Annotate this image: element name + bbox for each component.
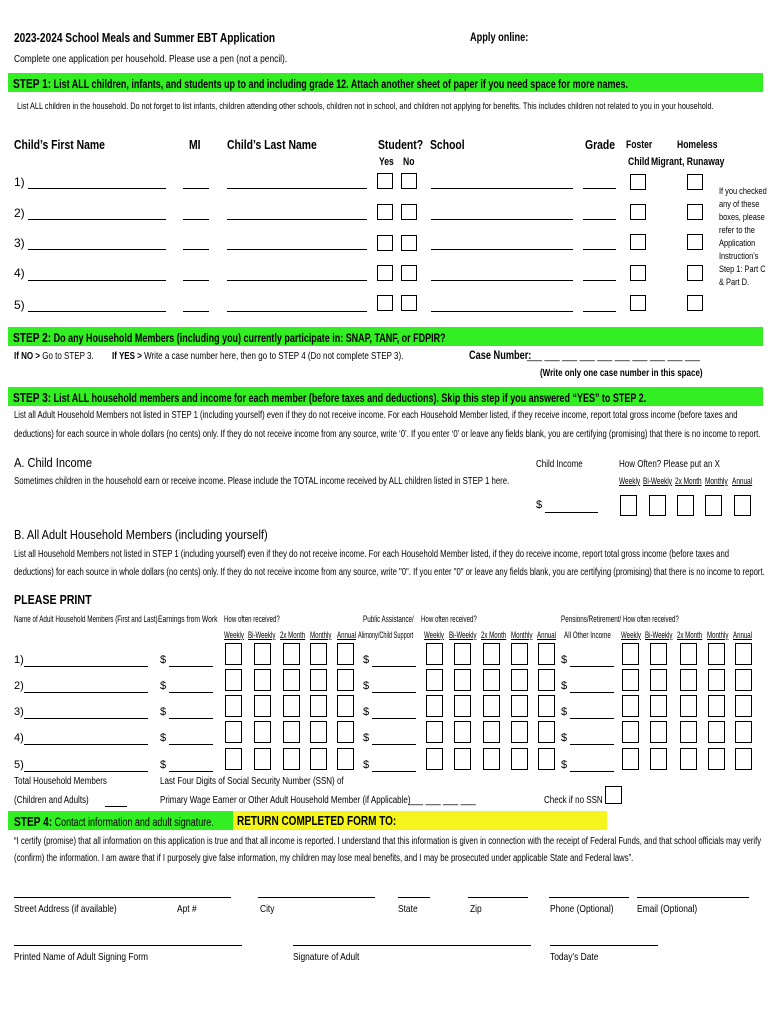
- phone-label: Phone (Optional): [550, 903, 614, 915]
- step1-instructions: List ALL children in the household. Do not forget to list infants, children attending other schools, children not in school, and children not applying for benefits. This includes children not related to you in your household.: [17, 101, 714, 112]
- freq-weekly: Weekly: [619, 476, 641, 486]
- earnings-monthly-checkbox[interactable]: [310, 695, 327, 717]
- ssn-field[interactable]: ___ ___ ___ ___: [408, 794, 476, 806]
- apt-label: Apt #: [177, 903, 197, 915]
- child-last-name-field[interactable]: [227, 188, 367, 189]
- how-often-label: How Often? Please put an X: [619, 459, 720, 470]
- col-first-name: Child’s First Name: [14, 137, 105, 152]
- side-note-line: Step 1: Part C: [719, 264, 766, 275]
- freq-annual: Annual: [733, 630, 753, 640]
- step3-label: STEP 3:: [13, 390, 52, 405]
- step2-text: Do any Household Members (including you) currently participate in: SNAP, TANF, or FDPIR?: [53, 333, 446, 345]
- child-first-name-field[interactable]: [28, 280, 166, 281]
- grade-field[interactable]: [583, 219, 616, 220]
- freq-2x-month: 2x Month: [481, 630, 507, 640]
- earnings-monthly-checkbox[interactable]: [310, 643, 327, 665]
- dollar-sign: $: [561, 654, 568, 666]
- no-ssn-label: Check if no SSN: [544, 795, 603, 806]
- col-student: Student?: [378, 137, 424, 152]
- row-number: 4): [14, 266, 25, 280]
- step4-text: Contact information and adult signature.: [54, 817, 214, 829]
- other-income-weekly-checkbox[interactable]: [622, 643, 639, 665]
- homeless-checkbox[interactable]: [687, 234, 703, 250]
- public-assistance-annual-checkbox[interactable]: [538, 669, 555, 691]
- earnings-2x-month-checkbox[interactable]: [283, 695, 300, 717]
- freq-2x-month: 2x Month: [675, 476, 702, 486]
- other-income-2x-month-checkbox[interactable]: [680, 721, 697, 743]
- col-how-often-1: How often received?: [224, 614, 280, 624]
- adult-row-number: 4): [14, 732, 24, 744]
- other-income-amount-field[interactable]: [570, 744, 614, 745]
- public-assistance-biweekly-checkbox[interactable]: [454, 721, 471, 743]
- adult-name-field[interactable]: [24, 718, 148, 719]
- student-no-checkbox[interactable]: [401, 295, 417, 311]
- homeless-checkbox[interactable]: [687, 204, 703, 220]
- other-income-monthly-checkbox[interactable]: [708, 748, 725, 770]
- other-income-biweekly-checkbox[interactable]: [650, 669, 667, 691]
- dollar-sign: $: [363, 732, 370, 744]
- public-assistance-annual-checkbox[interactable]: [538, 748, 555, 770]
- side-note-line: any of these: [719, 199, 760, 210]
- other-income-amount-field[interactable]: [570, 666, 614, 667]
- return-form-bar: [233, 811, 607, 830]
- certification-line1: “I certify (promise) that all information on this application is true and that all income is reported. I understand that this information is given in connection with the receipt of Federal Funds, and that school officials may verify: [14, 836, 762, 847]
- student-no-checkbox[interactable]: [401, 173, 417, 189]
- freq-biweekly: Bi-Weekly: [248, 630, 276, 640]
- grade-field[interactable]: [583, 311, 616, 312]
- student-no-checkbox[interactable]: [401, 265, 417, 281]
- side-note-line: refer to the: [719, 225, 755, 236]
- adult-row-number: 3): [14, 706, 24, 718]
- public-assistance-biweekly-checkbox[interactable]: [454, 748, 471, 770]
- student-no-checkbox[interactable]: [401, 204, 417, 220]
- public-assistance-biweekly-checkbox[interactable]: [454, 643, 471, 665]
- col-how-often-2: How often received?: [421, 614, 477, 624]
- row-number: 1): [14, 175, 25, 189]
- child-last-name-field[interactable]: [227, 280, 367, 281]
- public-assistance-amount-field[interactable]: [372, 666, 416, 667]
- child-2x-month-checkbox[interactable]: [677, 495, 694, 516]
- col-foster-line1: Foster: [626, 139, 653, 151]
- earnings-2x-month-checkbox[interactable]: [283, 721, 300, 743]
- child-first-name-field[interactable]: [28, 188, 166, 189]
- side-note-line: boxes, please: [719, 212, 765, 223]
- side-note-line: & Part D.: [719, 277, 750, 288]
- public-assistance-weekly-checkbox[interactable]: [426, 748, 443, 770]
- freq-2x-month: 2x Month: [677, 630, 703, 640]
- earnings-annual-checkbox[interactable]: [337, 721, 354, 743]
- child-last-name-field[interactable]: [227, 249, 367, 250]
- public-assistance-amount-field[interactable]: [372, 692, 416, 693]
- child-last-name-field[interactable]: [227, 311, 367, 312]
- earnings-amount-field[interactable]: [169, 666, 213, 667]
- homeless-checkbox[interactable]: [687, 174, 703, 190]
- row-number: 3): [14, 236, 25, 250]
- dollar-sign: $: [160, 680, 167, 692]
- phone-field[interactable]: [549, 897, 629, 898]
- public-assistance-2x-month-checkbox[interactable]: [483, 695, 500, 717]
- adult-name-field[interactable]: [24, 771, 148, 772]
- other-income-weekly-checkbox[interactable]: [622, 721, 639, 743]
- col-earnings: Earnings from Work: [158, 614, 218, 624]
- dollar-sign: $: [160, 654, 167, 666]
- child-income-label: Child Income: [536, 459, 583, 470]
- child-mi-field[interactable]: [183, 311, 209, 312]
- certification-line2: (confirm) the information. I am aware that if I purposely give false information, my children may lose meal benefits, and I may be prosecuted under applicable State and Federal laws”.: [14, 853, 634, 864]
- child-income-description: Sometimes children in the household earn or receive income. Please include the TOTAL income received by ALL children listed in STEP 1 here.: [14, 476, 510, 487]
- child-biweekly-checkbox[interactable]: [649, 495, 666, 516]
- foster-checkbox[interactable]: [630, 234, 646, 250]
- public-assistance-2x-month-checkbox[interactable]: [483, 669, 500, 691]
- child-monthly-checkbox[interactable]: [705, 495, 722, 516]
- school-field[interactable]: [431, 249, 573, 250]
- child-first-name-field[interactable]: [28, 311, 166, 312]
- total-members-field[interactable]: [105, 806, 127, 807]
- school-field[interactable]: [431, 311, 573, 312]
- dollar-sign: $: [561, 732, 568, 744]
- child-weekly-checkbox[interactable]: [620, 495, 637, 516]
- homeless-checkbox[interactable]: [687, 265, 703, 281]
- school-field[interactable]: [431, 219, 573, 220]
- public-assistance-2x-month-checkbox[interactable]: [483, 643, 500, 665]
- dollar-sign: $: [160, 732, 167, 744]
- dollar-sign: $: [561, 680, 568, 692]
- other-income-amount-field[interactable]: [570, 718, 614, 719]
- earnings-amount-field[interactable]: [169, 744, 213, 745]
- col-how-often-3: How often received?: [623, 614, 679, 624]
- public-assistance-2x-month-checkbox[interactable]: [483, 721, 500, 743]
- side-note-line: Instruction’s: [719, 251, 759, 262]
- other-income-weekly-checkbox[interactable]: [622, 748, 639, 770]
- public-assistance-biweekly-checkbox[interactable]: [454, 695, 471, 717]
- return-form-label: RETURN COMPLETED FORM TO:: [237, 814, 397, 828]
- public-assistance-weekly-checkbox[interactable]: [426, 669, 443, 691]
- city-label: City: [260, 903, 275, 915]
- freq-biweekly: Bi-Weekly: [645, 630, 673, 640]
- freq-weekly: Weekly: [621, 630, 641, 640]
- form-title: 2023-2024 School Meals and Summer EBT Application: [14, 30, 276, 45]
- earnings-2x-month-checkbox[interactable]: [283, 748, 300, 770]
- grade-field[interactable]: [583, 188, 616, 189]
- date-label: Today’s Date: [550, 951, 599, 963]
- earnings-monthly-checkbox[interactable]: [310, 721, 327, 743]
- adult-row-number: 2): [14, 680, 24, 692]
- other-income-weekly-checkbox[interactable]: [622, 695, 639, 717]
- case-number-note: (Write only one case number in this space): [540, 368, 703, 379]
- dollar-sign: $: [160, 759, 167, 771]
- ssn-label-1: Last Four Digits of Social Security Number (SSN) of: [160, 776, 344, 787]
- public-assistance-monthly-checkbox[interactable]: [511, 748, 528, 770]
- other-income-biweekly-checkbox[interactable]: [650, 643, 667, 665]
- col-no: No: [403, 156, 415, 168]
- child-mi-field[interactable]: [183, 280, 209, 281]
- col-last-name: Child’s Last Name: [227, 137, 317, 152]
- col-mi: MI: [189, 137, 201, 152]
- child-last-name-field[interactable]: [227, 219, 367, 220]
- adult-income-title: B. All Adult Household Members (including yourself): [14, 527, 268, 542]
- public-assistance-weekly-checkbox[interactable]: [426, 721, 443, 743]
- school-field[interactable]: [431, 188, 573, 189]
- other-income-monthly-checkbox[interactable]: [708, 695, 725, 717]
- other-income-annual-checkbox[interactable]: [735, 695, 752, 717]
- dollar-sign: $: [561, 759, 568, 771]
- apply-online-label: Apply online:: [470, 32, 529, 44]
- student-yes-checkbox[interactable]: [377, 235, 393, 251]
- earnings-weekly-checkbox[interactable]: [225, 695, 242, 717]
- public-assistance-amount-field[interactable]: [372, 718, 416, 719]
- grade-field[interactable]: [583, 249, 616, 250]
- other-income-annual-checkbox[interactable]: [735, 669, 752, 691]
- earnings-annual-checkbox[interactable]: [337, 748, 354, 770]
- other-income-biweekly-checkbox[interactable]: [650, 695, 667, 717]
- child-income-field[interactable]: [545, 512, 598, 513]
- student-yes-checkbox[interactable]: [377, 265, 393, 281]
- foster-checkbox[interactable]: [630, 204, 646, 220]
- step2-if-yes: [112, 351, 403, 362]
- freq-weekly: Weekly: [424, 630, 444, 640]
- other-income-2x-month-checkbox[interactable]: [680, 643, 697, 665]
- col-homeless-line1: Homeless: [677, 139, 718, 151]
- public-assistance-weekly-checkbox[interactable]: [426, 695, 443, 717]
- public-assistance-monthly-checkbox[interactable]: [511, 643, 528, 665]
- printed-name-field[interactable]: [14, 945, 242, 946]
- student-yes-checkbox[interactable]: [377, 295, 393, 311]
- dollar-sign: $: [363, 706, 370, 718]
- step3-instructions-line2: deductions) for each source in whole dollars (no cents) only. If they do not receive income from any source, write ‘0’. If you enter ‘0’ or leave any fields blank, you are certifying (promising) that there is no income to report.: [14, 429, 761, 440]
- row-number: 2): [14, 206, 25, 220]
- step2-if-no: [14, 351, 94, 362]
- state-field[interactable]: [398, 897, 430, 898]
- step4-label: STEP 4:: [14, 814, 53, 829]
- child-mi-field[interactable]: [183, 249, 209, 250]
- freq-biweekly: Bi-Weekly: [449, 630, 477, 640]
- other-income-annual-checkbox[interactable]: [735, 721, 752, 743]
- adult-income-instructions-line2: deductions) for each source in whole dollars (no cents) only. If they do not receive income from any source, write "0". If you enter "0" or leave any fields blank, you are certifying (promising) that there is no income to report.: [14, 567, 765, 578]
- step3-instructions-line1: List all Adult Household Members not listed in STEP 1 (including yourself) even if they do not receive income. For each Household Member listed, if they receive income, report total gross income (before taxes and: [14, 410, 738, 421]
- total-members-label-2: (Children and Adults): [14, 795, 89, 806]
- city-field[interactable]: [258, 897, 375, 898]
- dollar-sign: $: [363, 759, 370, 771]
- earnings-weekly-checkbox[interactable]: [225, 643, 242, 665]
- earnings-weekly-checkbox[interactable]: [225, 669, 242, 691]
- step2-bar: [8, 327, 763, 346]
- earnings-annual-checkbox[interactable]: [337, 643, 354, 665]
- please-print-label: PLEASE PRINT: [14, 592, 92, 607]
- step1-bar: [8, 73, 763, 92]
- public-assistance-biweekly-checkbox[interactable]: [454, 669, 471, 691]
- homeless-checkbox[interactable]: [687, 295, 703, 311]
- earnings-amount-field[interactable]: [169, 771, 213, 772]
- earnings-biweekly-checkbox[interactable]: [254, 643, 271, 665]
- other-income-monthly-checkbox[interactable]: [708, 721, 725, 743]
- other-income-2x-month-checkbox[interactable]: [680, 695, 697, 717]
- earnings-biweekly-checkbox[interactable]: [254, 721, 271, 743]
- other-income-amount-field[interactable]: [570, 692, 614, 693]
- student-no-checkbox[interactable]: [401, 235, 417, 251]
- child-income-title: A. Child Income: [14, 455, 93, 470]
- adult-name-field[interactable]: [24, 692, 148, 693]
- other-income-biweekly-checkbox[interactable]: [650, 748, 667, 770]
- step1-label: STEP 1:: [13, 76, 52, 91]
- freq-monthly: Monthly: [705, 476, 728, 486]
- zip-field[interactable]: [468, 897, 528, 898]
- child-first-name-field[interactable]: [28, 219, 166, 220]
- other-income-biweekly-checkbox[interactable]: [650, 721, 667, 743]
- freq-biweekly: Bi-Weekly: [643, 476, 673, 486]
- dollar-sign: $: [536, 499, 543, 511]
- other-income-amount-field[interactable]: [570, 771, 614, 772]
- public-assistance-monthly-checkbox[interactable]: [511, 695, 528, 717]
- public-assistance-annual-checkbox[interactable]: [538, 643, 555, 665]
- col-homeless-line2: Migrant, Runaway: [651, 156, 725, 168]
- child-annual-checkbox[interactable]: [734, 495, 751, 516]
- case-number-label: Case Number:: [469, 350, 532, 362]
- step1-text: List ALL children, infants, and students up to and including grade 12. Attach another sheet of paper if you need space for more names.: [53, 79, 628, 91]
- step2-label: STEP 2:: [13, 330, 52, 345]
- freq-annual: Annual: [337, 630, 357, 640]
- freq-monthly: Monthly: [310, 630, 332, 640]
- public-assistance-amount-field[interactable]: [372, 771, 416, 772]
- adult-row-number: 5): [14, 759, 24, 771]
- signature-label: Signature of Adult: [293, 951, 360, 963]
- printed-name-label: Printed Name of Adult Signing Form: [14, 951, 148, 963]
- dollar-sign: $: [363, 680, 370, 692]
- email-field[interactable]: [637, 897, 749, 898]
- public-assistance-monthly-checkbox[interactable]: [511, 669, 528, 691]
- zip-label: Zip: [470, 903, 482, 915]
- foster-checkbox[interactable]: [630, 265, 646, 281]
- earnings-weekly-checkbox[interactable]: [225, 748, 242, 770]
- col-adult-name: Name of Adult Household Members (First and Last): [14, 614, 158, 624]
- public-assistance-monthly-checkbox[interactable]: [511, 721, 528, 743]
- col-foster-line2: Child: [628, 156, 650, 168]
- public-assistance-amount-field[interactable]: [372, 744, 416, 745]
- adult-income-instructions-line1: List all Household Members not listed in STEP 1 (including yourself) even if they do not receive income. For each Household Member listed, if they do receive income, report total gross income (before taxes and: [14, 549, 730, 560]
- school-field[interactable]: [431, 280, 573, 281]
- child-mi-field[interactable]: [183, 188, 209, 189]
- foster-checkbox[interactable]: [630, 174, 646, 190]
- earnings-annual-checkbox[interactable]: [337, 695, 354, 717]
- if-no-label: If NO >: [14, 351, 41, 362]
- signature-field[interactable]: [293, 945, 531, 946]
- foster-checkbox[interactable]: [630, 295, 646, 311]
- total-members-label-1: Total Household Members: [14, 776, 107, 787]
- public-assistance-annual-checkbox[interactable]: [538, 721, 555, 743]
- step3-bar: [8, 387, 763, 406]
- col-pensions: Pensions/Retirement/: [561, 614, 622, 624]
- freq-2x-month: 2x Month: [280, 630, 306, 640]
- if-no-text: Go to STEP 3.: [42, 351, 94, 362]
- earnings-biweekly-checkbox[interactable]: [254, 695, 271, 717]
- other-income-monthly-checkbox[interactable]: [708, 643, 725, 665]
- adult-row-number: 1): [14, 654, 24, 666]
- adult-name-field[interactable]: [24, 666, 148, 667]
- earnings-amount-field[interactable]: [169, 692, 213, 693]
- earnings-amount-field[interactable]: [169, 718, 213, 719]
- other-income-2x-month-checkbox[interactable]: [680, 748, 697, 770]
- col-yes: Yes: [379, 156, 394, 168]
- step4-bar: [8, 811, 233, 830]
- freq-annual: Annual: [537, 630, 557, 640]
- email-label: Email (Optional): [637, 903, 698, 915]
- street-address-field[interactable]: [14, 897, 231, 898]
- state-label: State: [398, 903, 418, 915]
- freq-monthly: Monthly: [707, 630, 729, 640]
- step3-text: List ALL household members and income for each member (before taxes and deductions). Skip this step if you answered “YES” to STEP 2.: [53, 393, 647, 405]
- case-number-field[interactable]: ___ ___ ___ ___ ___ ___ ___ ___ ___ ___: [527, 350, 701, 362]
- ssn-label-2: Primary Wage Earner or Other Adult Household Member (if Applicable): [160, 795, 411, 806]
- row-number: 5): [14, 298, 25, 312]
- public-assistance-2x-month-checkbox[interactable]: [483, 748, 500, 770]
- earnings-2x-month-checkbox[interactable]: [283, 643, 300, 665]
- earnings-biweekly-checkbox[interactable]: [254, 669, 271, 691]
- other-income-weekly-checkbox[interactable]: [622, 669, 639, 691]
- child-mi-field[interactable]: [183, 219, 209, 220]
- no-ssn-checkbox[interactable]: [605, 786, 622, 804]
- other-income-annual-checkbox[interactable]: [735, 643, 752, 665]
- col-public-assistance: Public Assistance/: [363, 614, 414, 624]
- earnings-2x-month-checkbox[interactable]: [283, 669, 300, 691]
- earnings-monthly-checkbox[interactable]: [310, 669, 327, 691]
- other-income-2x-month-checkbox[interactable]: [680, 669, 697, 691]
- side-note-line: If you checked: [719, 186, 767, 197]
- col-school: School: [430, 137, 465, 152]
- student-yes-checkbox[interactable]: [377, 173, 393, 189]
- dollar-sign: $: [363, 654, 370, 666]
- freq-annual: Annual: [732, 476, 753, 486]
- child-first-name-field[interactable]: [28, 249, 166, 250]
- adult-name-field[interactable]: [24, 744, 148, 745]
- col-all-other-income: All Other Income: [564, 630, 611, 640]
- public-assistance-annual-checkbox[interactable]: [538, 695, 555, 717]
- form-subtitle: Complete one application per household. Please use a pen (not a pencil).: [14, 53, 288, 65]
- if-yes-text: Write a case number here, then go to STEP 4 (Do not complete STEP 3).: [144, 351, 404, 362]
- dollar-sign: $: [561, 706, 568, 718]
- other-income-annual-checkbox[interactable]: [735, 748, 752, 770]
- col-grade: Grade: [585, 137, 616, 152]
- earnings-weekly-checkbox[interactable]: [225, 721, 242, 743]
- side-note-line: Application: [719, 238, 756, 249]
- student-yes-checkbox[interactable]: [377, 204, 393, 220]
- earnings-biweekly-checkbox[interactable]: [254, 748, 271, 770]
- freq-monthly: Monthly: [511, 630, 533, 640]
- freq-weekly: Weekly: [224, 630, 244, 640]
- date-field[interactable]: [550, 945, 658, 946]
- earnings-monthly-checkbox[interactable]: [310, 748, 327, 770]
- earnings-annual-checkbox[interactable]: [337, 669, 354, 691]
- other-income-monthly-checkbox[interactable]: [708, 669, 725, 691]
- street-address-label: Street Address (if available): [14, 903, 117, 915]
- grade-field[interactable]: [583, 280, 616, 281]
- if-yes-label: If YES >: [112, 351, 142, 362]
- public-assistance-weekly-checkbox[interactable]: [426, 643, 443, 665]
- col-alimony: Alimony/Child Support: [358, 630, 414, 640]
- dollar-sign: $: [160, 706, 167, 718]
